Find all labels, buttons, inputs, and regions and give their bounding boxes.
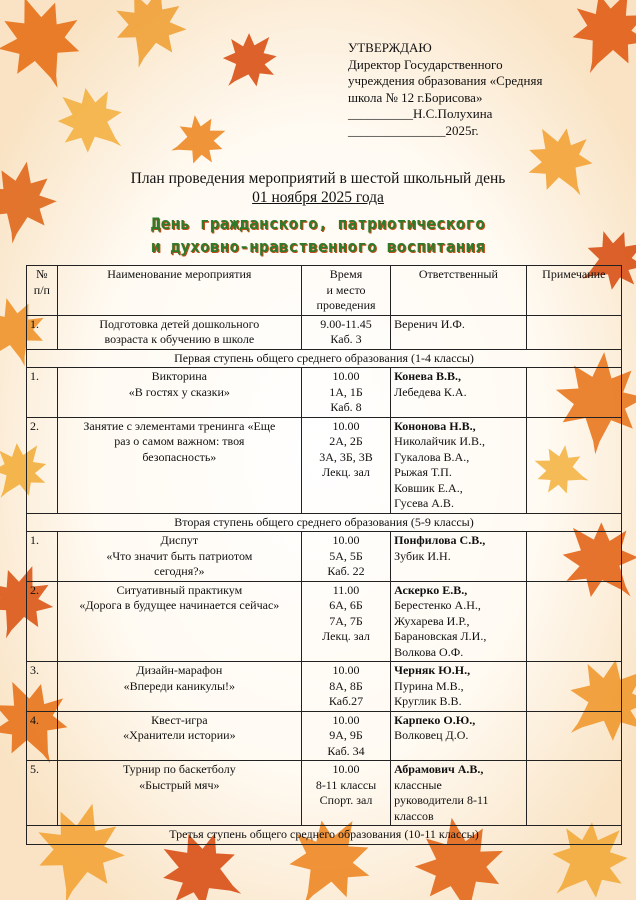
responsible-others: Пурина М.В., Круглик В.В.	[394, 678, 464, 708]
event-note	[526, 368, 621, 418]
event-name: Подготовка детей дошкольного возраста к обучению в школе	[57, 315, 301, 349]
event-name: Турнир по баскетболу «Быстрый мяч»	[57, 761, 301, 826]
header-name	[57, 266, 301, 316]
row-number: 2.	[27, 417, 58, 513]
events-table	[26, 265, 622, 845]
event-responsible	[391, 417, 526, 513]
event-responsible	[391, 761, 526, 826]
responsible-lead: Аскерко Е.В.,	[394, 582, 468, 597]
row-number: 5.	[27, 761, 58, 826]
event-name: Квест-игра «Хранители истории»	[57, 711, 301, 761]
day-theme	[0, 212, 636, 258]
plan-title: План проведения мероприятий в шестой школьный день	[130, 170, 506, 187]
approval-line: учреждения образования «Средняя	[348, 73, 543, 88]
responsible-lead: Конева В.В.,	[394, 369, 461, 383]
day-theme-line: и духовно-нравственного воспитания	[150, 237, 486, 256]
row-number: 1.	[27, 368, 58, 418]
plan-heading	[0, 169, 636, 207]
approval-line: Директор Государственного	[348, 56, 503, 72]
table-row	[27, 315, 622, 349]
event-responsible	[391, 662, 526, 712]
event-time-place: 10.00 1А, 1Б Каб. 8	[301, 368, 390, 418]
header-num	[27, 266, 58, 316]
event-note	[526, 662, 621, 712]
table-row	[27, 711, 622, 761]
approval-block	[348, 40, 608, 139]
row-number: 2.	[27, 581, 58, 662]
event-time-place: 10.00 8А, 8Б Каб.27	[301, 662, 390, 712]
event-note	[526, 581, 621, 662]
responsible-others: Берестенко А.Н., Жухарева И.Р., Барановская Л.И., Волкова О.Ф.	[394, 598, 487, 659]
event-time-place: 10.00 2А, 2Б 3А, 3Б, 3В Лекц. зал	[301, 417, 390, 513]
table-row	[27, 417, 622, 513]
approval-line: школа № 12 г.Борисова»	[348, 89, 483, 105]
event-responsible	[391, 581, 526, 662]
event-note	[526, 417, 621, 513]
approval-line: __________Н.С.Полухина	[348, 106, 493, 121]
event-time-place: 10.00 5А, 5Б Каб. 22	[301, 532, 390, 582]
row-number: 1.	[27, 315, 58, 349]
event-note	[526, 315, 621, 349]
table-row	[27, 761, 622, 826]
event-time-place: 10.00 8-11 классы Спорт. зал	[301, 761, 390, 826]
event-responsible	[391, 711, 526, 761]
row-number: 4.	[27, 711, 58, 761]
approval-line: _______________2025г.	[348, 122, 479, 138]
table-row	[27, 662, 622, 712]
table-header-row	[27, 266, 622, 316]
responsible-others: Волковец Д.О.	[394, 728, 469, 742]
responsible-others: Николайчик И.В., Гукалова В.А., Рыжая Т.П. Ковшик Е.А., Гусева А.В.	[394, 434, 485, 510]
row-number: 3.	[27, 662, 58, 712]
event-note	[526, 761, 621, 826]
approval-line: УТВЕРЖДАЮ	[348, 40, 432, 55]
stage-title: Первая ступень общего среднего образования (1-4 классы)	[27, 349, 622, 368]
header-note-text: Примечание	[542, 267, 606, 281]
table-row	[27, 368, 622, 418]
responsible-lead: Понфилова С.В.,	[394, 533, 486, 547]
header-resp	[391, 266, 526, 316]
header-time-text: Время и место проведения	[316, 267, 376, 312]
event-time-place: 9.00-11.45 Каб. 3	[301, 315, 390, 349]
responsible-lead: Абрамович А.В.,	[394, 762, 484, 776]
header-name-text: Наименование мероприятия	[107, 267, 252, 281]
event-time-place: 11.00 6А, 6Б 7А, 7Б Лекц. зал	[301, 581, 390, 662]
header-time	[301, 266, 390, 316]
plan-date: 01 ноября 2025 года	[252, 189, 384, 206]
header-num-text: № п/п	[33, 267, 50, 297]
row-number: 1.	[27, 532, 58, 582]
event-name: Диспут «Что значит быть патриотом сегодня?»	[57, 532, 301, 582]
responsible-others: Зубик И.Н.	[394, 548, 451, 563]
stage-row	[27, 349, 622, 368]
events-table-body	[27, 315, 622, 844]
responsible-others: Лебедева К.А.	[394, 384, 467, 399]
event-time-place: 10.00 9А, 9Б Каб. 34	[301, 711, 390, 761]
stage-title: Вторая ступень общего среднего образования (5-9 классы)	[27, 513, 622, 532]
table-row	[27, 581, 622, 662]
responsible-lead: Кононова Н.В.,	[394, 418, 476, 433]
event-name: Викторина «В гостях у сказки»	[57, 368, 301, 418]
responsible-lead: Карпеко О.Ю.,	[394, 712, 476, 727]
header-note	[526, 266, 621, 316]
day-theme-line: День гражданского, патриотического	[150, 214, 486, 233]
event-responsible	[391, 532, 526, 582]
responsible-lead: Черняк Ю.Н.,	[394, 663, 471, 677]
event-note	[526, 711, 621, 761]
responsible-others: классные руководители 8-11 классов	[394, 777, 489, 823]
stage-row	[27, 826, 622, 845]
event-note	[526, 532, 621, 582]
event-name: Занятие с элементами тренинга «Еще раз о самом важном: твоя безопасность»	[57, 417, 301, 513]
table-row	[27, 532, 622, 582]
event-responsible	[391, 368, 526, 418]
event-name: Ситуативный практикум «Дорога в будущее начинается сейчас»	[57, 581, 301, 662]
event-name: Дизайн-марафон «Впереди каникулы!»	[57, 662, 301, 712]
stage-row	[27, 513, 622, 532]
responsible-others: Веренич И.Ф.	[394, 316, 465, 331]
header-resp-text: Ответственный	[418, 267, 498, 281]
stage-title: Третья ступень общего среднего образования (10-11 классы)	[27, 826, 622, 845]
event-responsible	[391, 315, 526, 349]
